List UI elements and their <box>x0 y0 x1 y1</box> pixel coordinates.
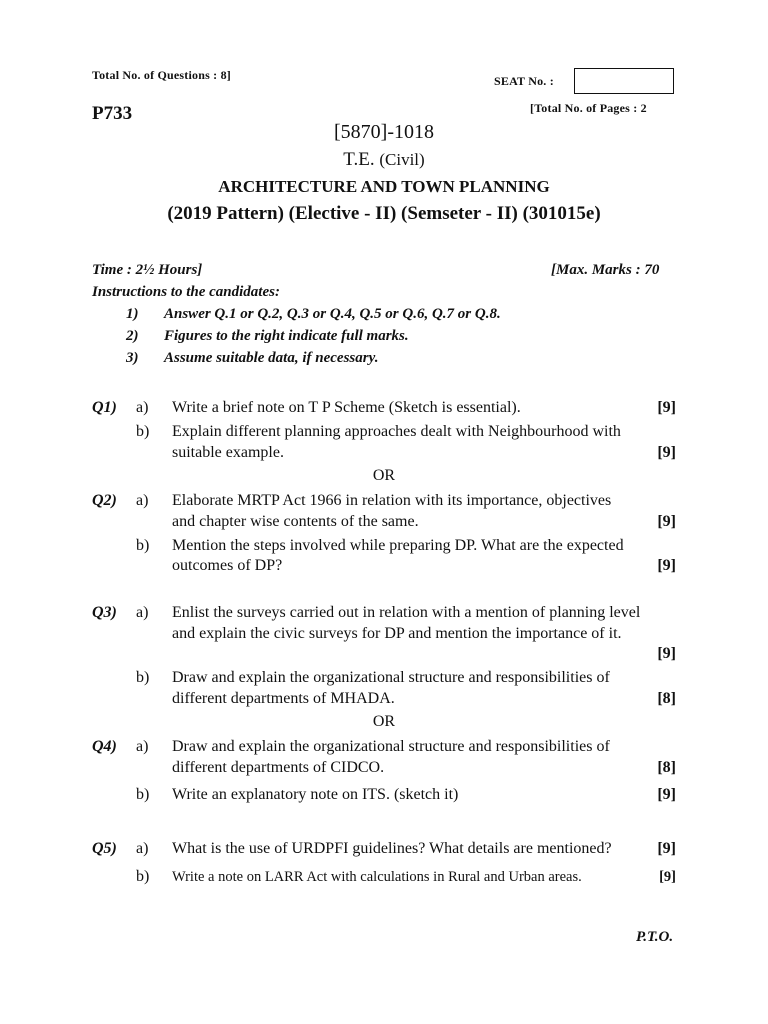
question-text: Mention the steps involved while preparing DP. What are the expected <box>172 537 624 554</box>
part-label: b) <box>136 537 150 554</box>
question-text: and explain the civic surveys for DP and mention the importance of it. <box>172 625 622 642</box>
question-text: outcomes of DP? <box>172 557 283 574</box>
exam-time: Time : 2½ Hours] <box>92 262 203 278</box>
question-text: different departments of CIDCO. <box>172 759 385 776</box>
subject-title: ARCHITECTURE AND TOWN PLANNING <box>218 177 550 196</box>
question-text: Write an explanatory note on ITS. (sketch it) <box>172 786 459 803</box>
question-text: suitable example. <box>172 444 284 461</box>
course-title <box>0 149 768 171</box>
part-label: b) <box>136 868 150 885</box>
instruction-text: Answer Q.1 or Q.2, Q.3 or Q.4, Q.5 or Q.6, Q.7 or Q.8. <box>164 306 501 322</box>
marks-label: [9] <box>657 840 676 857</box>
question-text: Explain different planning approaches dealt with Neighbourhood with <box>172 423 621 440</box>
marks-label: [9] <box>657 557 676 574</box>
max-marks: [Max. Marks : 70 <box>551 262 660 278</box>
marks-label: [9] <box>657 786 676 803</box>
question-text: Elaborate MRTP Act 1966 in relation with its importance, objectives <box>172 492 612 509</box>
question-text: different departments of MHADA. <box>172 690 395 707</box>
or-divider: OR <box>372 713 396 730</box>
course-branch: (Civil) <box>379 150 425 169</box>
total-pages: [Total No. of Pages : 2 <box>530 101 647 115</box>
seat-number-label: SEAT No. : <box>494 74 554 88</box>
question-text: What is the use of URDPFI guidelines? What details are mentioned? <box>172 840 612 857</box>
question-text: Write a brief note on T P Scheme (Sketch is essential). <box>172 399 521 416</box>
marks-label: [8] <box>657 759 676 776</box>
question-number-q5: Q5) <box>92 840 117 857</box>
or-divider: OR <box>372 467 396 484</box>
exam-code: [5870]-1018 <box>334 121 434 143</box>
marks-label: [9] <box>657 645 676 662</box>
instruction-text: Figures to the right indicate full marks. <box>164 328 409 344</box>
paper-code: P733 <box>92 103 133 124</box>
course-prefix: T.E. <box>343 149 375 170</box>
question-number-q3: Q3) <box>92 604 117 621</box>
marks-label: [9] <box>657 399 676 416</box>
question-text: Write a note on LARR Act with calculations in Rural and Urban areas. <box>172 869 582 885</box>
question-text: and chapter wise contents of the same. <box>172 513 419 530</box>
marks-label: [9] <box>659 869 676 885</box>
part-label: a) <box>136 399 149 416</box>
instruction-number: 2) <box>126 328 139 344</box>
part-label: a) <box>136 604 149 621</box>
question-number-q4: Q4) <box>92 738 117 755</box>
instructions-heading: Instructions to the candidates: <box>92 284 280 300</box>
marks-label: [9] <box>657 513 676 530</box>
pattern-title: (2019 Pattern) (Elective - II) (Semseter - II) (301015e) <box>167 203 601 224</box>
marks-label: [9] <box>657 444 676 461</box>
instruction-number: 3) <box>126 350 139 366</box>
part-label: a) <box>136 840 149 857</box>
seat-number-box[interactable] <box>574 68 674 94</box>
total-questions: Total No. of Questions : 8] <box>92 68 231 82</box>
instruction-text: Assume suitable data, if necessary. <box>164 350 379 366</box>
question-number-q2: Q2) <box>92 492 117 509</box>
part-label: a) <box>136 738 149 755</box>
part-label: b) <box>136 669 150 686</box>
pto-label: P.T.O. <box>636 929 674 945</box>
instruction-number: 1) <box>126 306 139 322</box>
part-label: b) <box>136 423 150 440</box>
part-label: a) <box>136 492 149 509</box>
question-text: Draw and explain the organizational structure and responsibilities of <box>172 669 610 686</box>
question-text: Enlist the surveys carried out in relation with a mention of planning level <box>172 604 641 621</box>
question-text: Draw and explain the organizational structure and responsibilities of <box>172 738 610 755</box>
question-number-q1: Q1) <box>92 399 117 416</box>
part-label: b) <box>136 786 150 803</box>
marks-label: [8] <box>657 690 676 707</box>
